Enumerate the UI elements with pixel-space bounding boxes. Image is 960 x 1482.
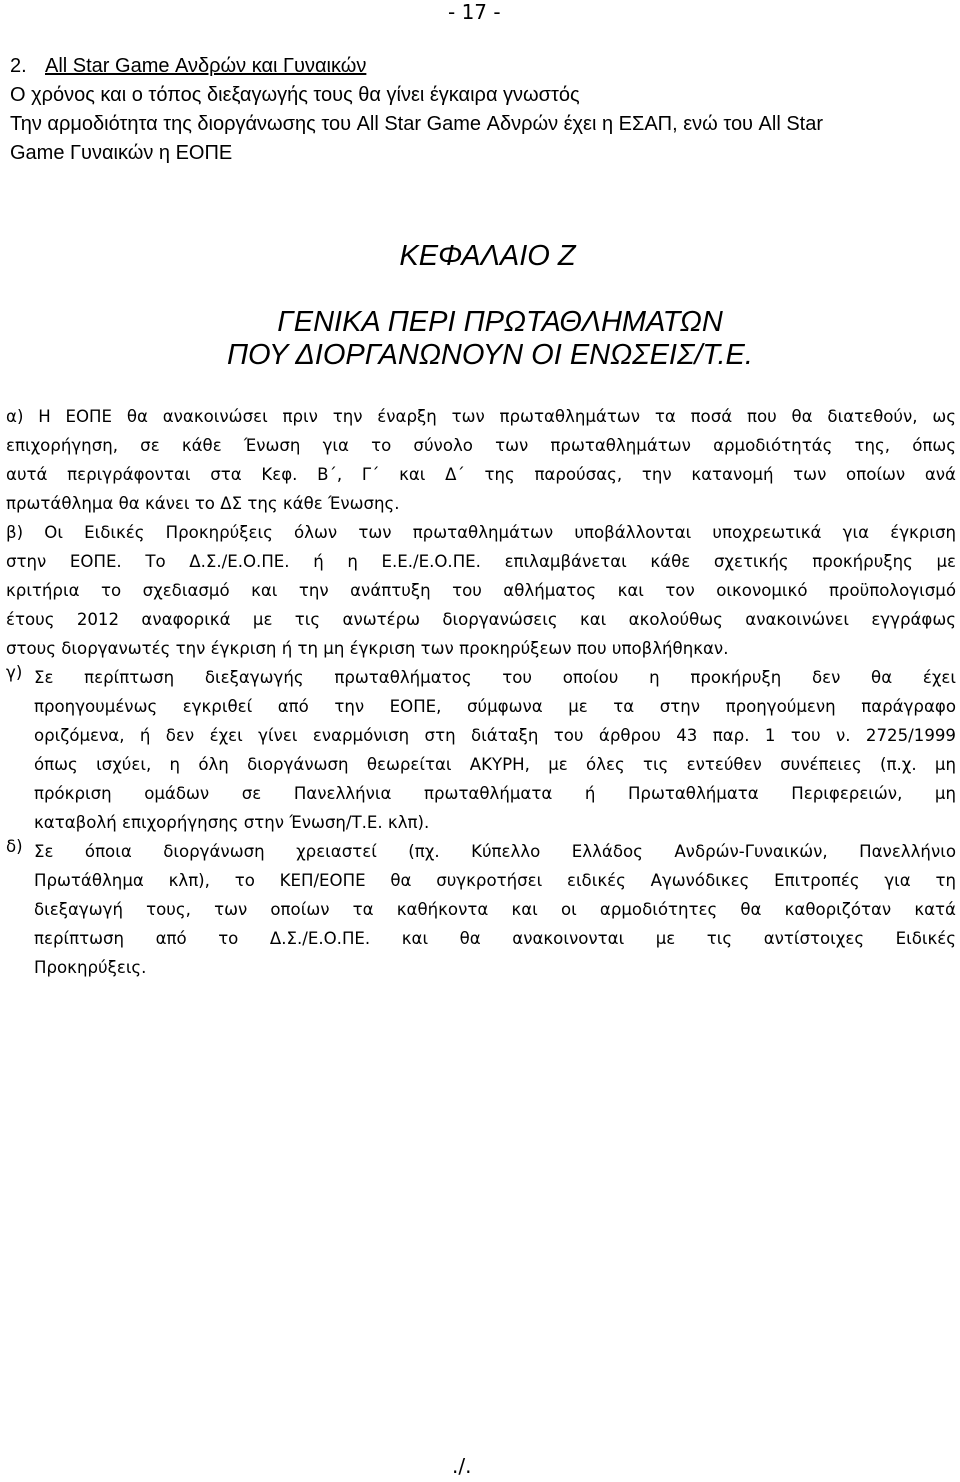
- item-d-line: περίπτωση από το Δ.Σ./Ε.Ο.ΠΕ. και θα ανακοινονται με τις αντίστοιχες Ειδικές: [34, 929, 956, 948]
- item-d-label: δ): [6, 837, 23, 856]
- item-d-line: Προκηρύξεις.: [34, 958, 147, 977]
- item-b-line: στην ΕΟΠΕ. Το Δ.Σ./Ε.Ο.ΠΕ. ή η Ε.Ε./Ε.Ο.ΠΕ. επιλαμβάνεται κάθε σχετικής προκήρυξης με: [6, 552, 956, 571]
- item-a: [6, 402, 956, 518]
- item-d: [6, 837, 956, 982]
- item-a-line: αυτά περιγράφονται στα Κεφ. Β΄, Γ΄ και Δ΄ της παρούσας, την κατανομή των οποίων ανά: [6, 465, 956, 484]
- item-g-label: γ): [6, 663, 23, 682]
- item-g-line: προηγουμένως εγκριθεί από την ΕΟΠΕ, σύμφωνα με τα στην προηγούμενη παράγραφο: [34, 697, 956, 716]
- chapter-subtitle-line1: ΓΕΝΙΚΑ ΠΕΡΙ ΠΡΩΤΑΘΛΗΜΑΤΩΝ: [277, 306, 723, 338]
- chapter-heading: ΚΕΦΑΛΑΙΟ Ζ: [399, 240, 576, 272]
- chapter-subtitle-line2: ΠΟΥ ΔΙΟΡΓΑΝΩΝΟΥΝ ΟΙ ΕΝΩΣΕΙΣ/Τ.Ε.: [227, 339, 753, 371]
- section-2-heading: [10, 52, 823, 81]
- chapter-items: [6, 402, 956, 982]
- item-g-line: οριζόμενα, ή δεν έχει γίνει εναρμόνιση στη διάταξη του άρθρου 43 παρ. 1 του ν. 2725/1999: [34, 726, 956, 745]
- item-b-line: κριτήρια το σχεδιασμό και την ανάπτυξη του αθλήματος και τον οικονομικό προϋπολογισμό: [6, 581, 956, 600]
- item-d-line: Πρωτάθλημα κλπ), το ΚΕΠ/ΕΟΠΕ θα συγκροτήσει ειδικές Αγωνόδικες Επιτροπές για τη: [34, 871, 956, 890]
- section-2: [10, 52, 823, 168]
- item-g-line: Σε περίπτωση διεξαγωγής πρωταθλήματος του οποίου η προκήρυξη δεν θα έχει: [34, 668, 956, 687]
- section-2-line: Game Γυναικών η ΕΟΠΕ: [10, 142, 233, 164]
- section-2-line: Την αρμοδιότητα της διοργάνωσης του All Star Game Αδνρών έχει η ΕΣΑΠ, ενώ του All Star: [10, 113, 824, 135]
- section-2-line: Ο χρόνος και ο τόπος διεξαγωγής τους θα γίνει έγκαιρα γνωστός: [10, 84, 580, 106]
- item-a-line: επιχορήγηση, σε κάθε Ένωση για το σύνολο των πρωταθλημάτων αρμοδιότητάς της, όπως: [6, 436, 956, 455]
- item-g-line: όπως ισχύει, η όλη διοργάνωση θεωρείται ΑΚΥΡΗ, με όλες τις εντεύθεν συνέπειες (π.χ. μη: [34, 755, 956, 774]
- item-a-line: α) Η ΕΟΠΕ θα ανακοινώσει πριν την έναρξη των πρωταθλημάτων τα ποσά που θα διατεθούν, ως: [6, 407, 956, 426]
- section-2-number: 2.: [10, 55, 27, 77]
- item-b-line: έτους 2012 αναφορικά με τις ανωτέρω διοργανώσεις και ακολούθως ανακοινώνει εγγράφως: [6, 610, 956, 629]
- item-d-line: Σε όποια διοργάνωση χρειαστεί (πχ. Κύπελλο Ελλάδος Ανδρών-Γυναικών, Πανελλήνιο: [34, 842, 956, 861]
- page-footer: ./.: [452, 1454, 472, 1478]
- item-b-line: β) Οι Ειδικές Προκηρύξεις όλων των πρωταθλημάτων υποβάλλονται υποχρεωτικά για έγκριση: [6, 523, 956, 542]
- item-g-line: πρόκριση ομάδων σε Πανελλήνια πρωταθλήματα ή Πρωταθλήματα Περιφερειών, μη: [34, 784, 956, 803]
- page-number: - 17 -: [448, 0, 501, 24]
- item-g: [6, 663, 956, 837]
- item-b-line: στους διοργανωτές την έγκριση ή τη μη έγκριση των προκηρύξεων που υποβλήθηκαν.: [6, 639, 729, 658]
- item-a-line: πρωτάθλημα θα κάνει το ΔΣ της κάθε Ένωσης.: [6, 494, 400, 513]
- item-g-line: καταβολή επιχορήγησης στην Ένωση/Τ.Ε. κλπ).: [34, 813, 430, 832]
- item-b: [6, 518, 956, 663]
- section-2-title: All Star Game Ανδρών και Γυναικών: [45, 55, 367, 77]
- item-d-line: διεξαγωγή τους, των οποίων τα καθήκοντα και οι αρμοδιότητες θα καθοριζόταν κατά: [34, 900, 956, 919]
